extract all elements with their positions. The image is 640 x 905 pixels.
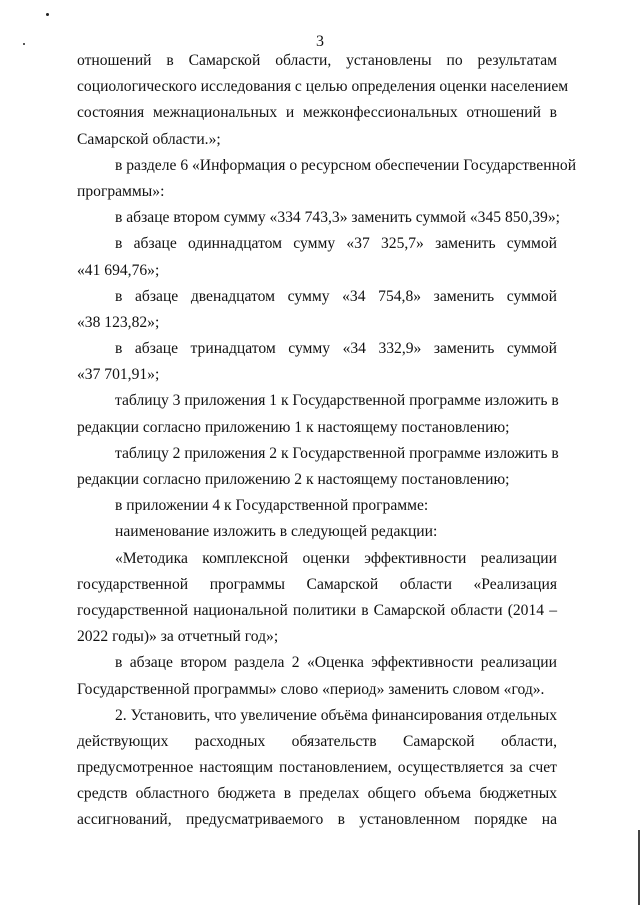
page-number: 3 [316, 33, 324, 50]
text-line: средств областного бюджета в пределах общего объема бюджетных [77, 785, 557, 803]
text-line: Государственной программы» слово «период» заменить словом «год». [77, 680, 545, 698]
text-line: предусмотренное настоящим постановлением, осуществляется за счет [77, 759, 557, 777]
text-line: 2022 годы)» за отчетный год»; [77, 628, 279, 646]
text-line: в разделе 6 «Информация о ресурсном обеспечении Государственной [115, 156, 577, 174]
text-line: отношений в Самарской области, установлены по результатам [77, 52, 557, 69]
text-line: таблицу 2 приложения 2 к Государственной программе изложить в [115, 444, 559, 462]
text-line: государственной программы Самарской области «Реализация [77, 575, 557, 593]
text-line: в абзаце одиннадцатом сумму «37 325,7» заменить суммой [115, 235, 557, 253]
text-line: в приложении 4 к Государственной программе: [115, 497, 429, 515]
text-line: 2. Установить, что увеличение объёма финансирования отдельных [115, 706, 557, 724]
document-text [77, 48, 577, 834]
text-line: программы»: [77, 182, 165, 200]
text-line: редакции согласно приложению 2 к настоящему постановлению; [77, 471, 510, 488]
text-line: Самарской области.»; [77, 130, 221, 148]
text-line: в абзаце тринадцатом сумму «34 332,9» заменить суммой [115, 340, 557, 358]
text-line: состояния межнациональных и межконфессиональных отношений в [77, 104, 557, 122]
text-line: «37 701,91»; [77, 366, 160, 384]
text-line: «Методика комплексной оценки эффективности реализации [115, 549, 557, 567]
text-line: наименование изложить в следующей редакции: [115, 523, 438, 541]
text-line: в абзаце втором раздела 2 «Оценка эффективности реализации [115, 654, 557, 672]
text-line: государственной национальной политики в Самарской области (2014 – [77, 601, 557, 619]
text-line: таблицу 3 приложения 1 к Государственной программе изложить в [115, 392, 559, 410]
text-line: «41 694,76»; [77, 261, 160, 279]
text-line: ассигнований, предусматриваемого в установленном порядке на [77, 811, 557, 829]
scan-speck [46, 13, 49, 16]
text-line: социологического исследования с целью определения оценки населением [77, 78, 569, 96]
text-line: в абзаце двенадцатом сумму «34 754,8» заменить суммой [115, 287, 557, 305]
text-line: в абзаце втором сумму «334 743,3» заменить суммой «345 850,39»; [115, 209, 560, 227]
text-line: «38 123,82»; [77, 313, 160, 331]
text-line: редакции согласно приложению 1 к настоящему постановлению; [77, 418, 510, 436]
text-line: действующих расходных обязательств Самарской области, [77, 732, 557, 750]
